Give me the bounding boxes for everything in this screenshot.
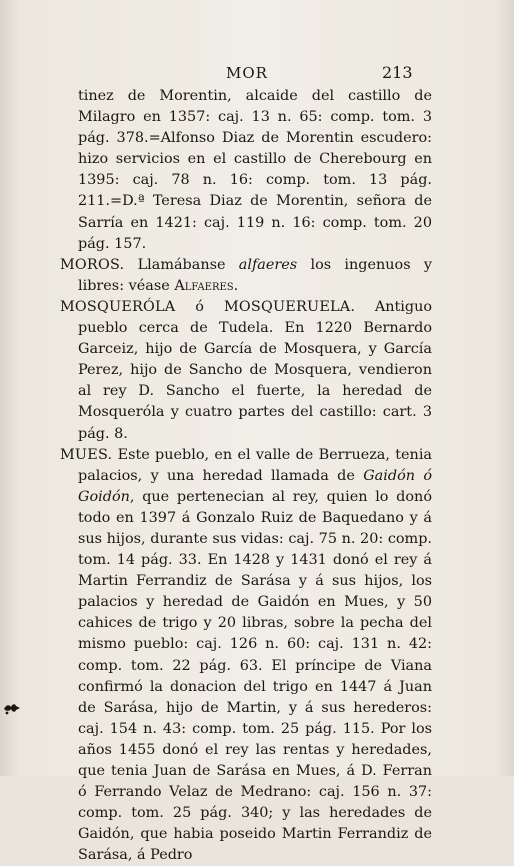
headword: MUES. <box>60 446 113 463</box>
headword: MOROS. <box>60 256 125 273</box>
entry-text: Este pueblo, en el valle de Berrueza, tenia palacios, y una heredad llamada de <box>78 446 432 484</box>
entry-text: Llamábanse <box>124 256 239 273</box>
entry-text: tinez de Morentin, alcaide del castillo de Milagro en 1357: caj. 13 n. 65: comp. tom. 3 pág. 378.=Alfonso Diaz de Morentin escudero: hizo servicios en el castillo de Cherebourg en 1395: caj. 78 n. 16: comp. tom. 13 pág. 211.=D.ª Teresa Diaz de Morentin, señora de Sarría en 1421: caj. 119 n. 16: comp. tom. 20 pág. 157. <box>78 88 432 252</box>
entry-mosqueruela <box>60 297 432 445</box>
entry-text: Antiguo pueblo cerca de Tudela. En 1220 Bernardo Garceiz, hijo de García de Mosquera, y García Perez, hijo de Sancho de Mosquera, vendieron al rey D. Sancho el fuerte, la heredad de Mosqueróla y cuatro partes del castillo: cart. 3 pág. 8. <box>78 298 433 442</box>
running-title: MOR <box>226 64 268 82</box>
entry-mues <box>60 445 432 866</box>
entry-text: los ingenuos y libres: véase <box>78 256 432 294</box>
page-number: 213 <box>382 63 413 82</box>
body-text <box>60 86 432 866</box>
headword: MOSQUERÓLA ó MOSQUERUELA. <box>60 298 356 315</box>
running-header <box>0 64 514 84</box>
italic-term: alfaeres <box>238 256 298 273</box>
entry-text: , que pertenecian al rey, quien lo donó todo en 1397 á Gonzalo Ruiz de Baquedano y á sus hijos, durante sus vidas: caj. 75 n. 20: comp. tom. 14 pág. 33. En 1428 y 1431 donó el rey á Martin Ferrandiz de Sarása y á sus hijos, los palacios y heredad de Gaidón en Mues, y 50 cahices de trigo y 20 libras, sobre la pecha del mismo pueblo: caj. 126 n. 60: caj. 131 n. 42: comp. tom. 22 pág. 63. El príncipe de Viana confirmó la donacion del trigo en 1447 á Juan de Sarása, hijo de Martin, y á sus herederos: caj. 154 n. 43: comp. tom. 25 pág. 115. Por los años 1455 donó el rey las rentas y heredades, que tenia Juan de Sarása en Mues, á D. Ferran ó Ferrando Velaz de Medrano: caj. 156 n. 37: comp. tom. 25 pág. 340; y las heredades de Gaidón, que habia poseido Martin Ferrandiz de Sarása, á Pedro <box>78 488 432 864</box>
entry-morentin-continuation <box>60 86 432 255</box>
italic-term: Gaidón ó Goidón <box>78 467 432 505</box>
cross-reference: Alfaeres. <box>174 277 239 294</box>
printers-ornament-icon <box>3 700 21 716</box>
entry-moros <box>60 255 432 297</box>
